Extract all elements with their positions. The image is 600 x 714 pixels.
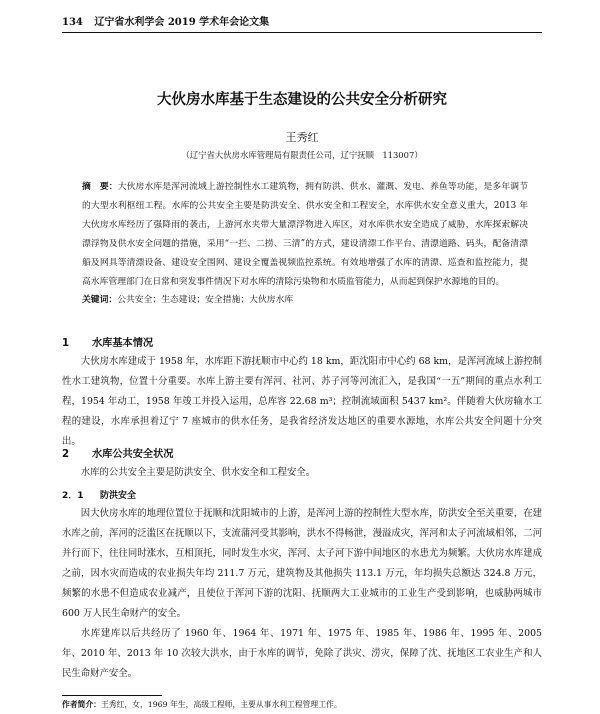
section-title: 水库公共安全状况 — [92, 449, 174, 460]
section-number: 1 — [62, 338, 70, 349]
paper-title: 大伙房水库基于生态建设的公共安全分析研究 — [157, 92, 447, 108]
section-title: 水库基本情况 — [92, 338, 154, 349]
keywords-label: 关键词： — [82, 295, 118, 305]
running-header — [62, 16, 542, 33]
page-number: 134 — [62, 17, 83, 28]
subsection-heading-2-1 — [62, 488, 136, 501]
abstract-label: 摘 要： — [82, 182, 118, 192]
keywords — [82, 292, 528, 305]
section-heading-1 — [62, 334, 153, 349]
subsection-2-1-paragraph-2: 水库建库以后共经历了 1960 年、1964 年、1971 年、1975 年、1985 年、1986 年、1995 年、2005 年、2010 年、2013 年 10 次较大洪水，由于水库的调节，免除了洪灾、涝灾，保障了沈、抚地区工农业生产和人民生命财产安全。 — [62, 628, 542, 679]
footnote-text: 王秀红，女，1969 年生，高级工程师，主要从事水利工程管理工作。 — [100, 700, 342, 709]
footnote-rule — [62, 695, 162, 696]
section-number: 2 — [62, 449, 70, 460]
author-affiliation: （辽宁省大伙房水库管理局有限责任公司，辽宁抚顺 113007） — [181, 150, 423, 160]
author-footnote — [62, 699, 342, 710]
section-heading-2 — [62, 445, 174, 460]
subsection-number: 2．1 — [62, 491, 84, 501]
section-1-paragraph: 大伙房水库建成于 1958 年，水库距下游抚顺市中心约 18 km，距沈阳市中心约 68 km，是浑河流域上游控制性水工建筑物，位置十分重要。水库上游主要有浑河、社河、苏子河等河流汇入，是我国“一五”期间的重点水利工程，1954 年动工，1958 年竣工并投入运用，总库容 22.68 m³；控制流域面积 5437 km²。伴随着大伙房输水工程的建设，水库承担着辽宁 7 座城市的供水任务，是我省经济发达地区的重要水源地，水库公共安全问题十分突出。 — [62, 356, 542, 447]
author-name: 王秀红 — [285, 131, 319, 144]
footnote-label: 作者简介： — [62, 700, 101, 709]
abstract-text: 大伙房水库是浑河流域上游控制性水工建筑物，拥有防洪、供水、灌溉、发电、养鱼等功能，是多年调节的大型水利枢纽工程。水库的公共安全主要是防洪安全、供水安全和工程安全，水库供水安全意义重大，2013 年大伙房水库经历了强降雨的袭击，上游河水夹带大量漂浮物进入库区，对水库供水安全造成了威胁，水库探索解决漂浮物及供水安全问题的措施，采用“一拦、二捞、三清”的方式，建设清漂工作平台、清漂道路、码头，配备清漂船及网具等清漂设备、建设安全围网、建设全覆盖视频监控系统。有效地增强了水库的清漂、巡查和监控能力，提高水库管理部门在日常和突发事件情况下对水库的清除污染物和水质监管能力，从而起到保护水源地的目的。 — [82, 182, 528, 287]
journal-name: 辽宁省水利学会 2019 学术年会论文集 — [94, 17, 270, 28]
keywords-text: 公共安全；生态建设；安全措施；大伙房水库 — [117, 295, 294, 305]
subsection-2-1-paragraph-1: 因大伙房水库的地理位置位于抚顺和沈阳城市的上游，是浑河上游的控制性大型水库，防洪安全至关重要，在建水库之前，浑河的泛滥区在抚顺以下，支流蒲河受其影响，洪水不得畅泄，漫溢成灾，浑河和太子河流域相邻，二河并行而下，往往同时涨水，互相顶托，同时发生水灾，浑河、太子河下游中间地区的水患尤为频繁。大伙房水库建成之前，因水灾而造成的农业损失年均 211.7 万元，建筑物及其他损失 113.1 万元，年均损失总额达 324.8 万元，频繁的水患不但造成农业减产，且使位于浑河下游的沈阳、抚顺两大工业城市的工业生产受到影响，也威胁两城市 600 万人民生命财产的安全。 — [62, 508, 542, 619]
abstract — [82, 178, 528, 292]
section-2-paragraph: 水库的公共安全主要是防洪安全、供水安全和工程安全。 — [80, 467, 316, 478]
subsection-title: 防洪安全 — [100, 491, 137, 501]
